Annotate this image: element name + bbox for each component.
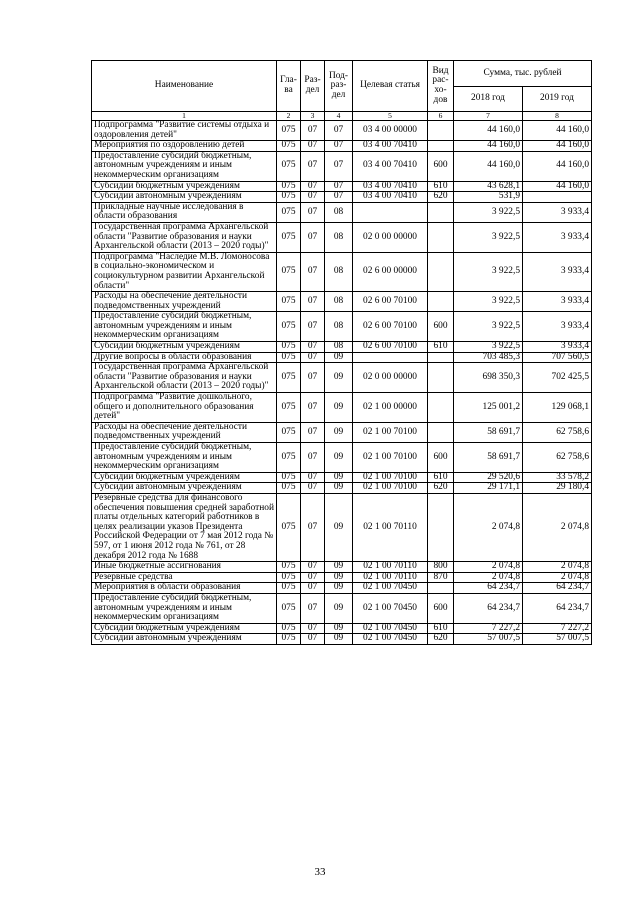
- header-year-2019: 2019 год: [523, 87, 592, 112]
- target-item-cell: 03 4 00 70410: [353, 181, 428, 192]
- expense-type-cell: [428, 141, 454, 152]
- column-number: 7: [454, 112, 523, 121]
- chapter-cell: 075: [277, 141, 301, 152]
- row-name-cell: Мероприятия по оздоровлению детей: [92, 141, 277, 152]
- page-number: 33: [314, 866, 326, 878]
- expense-type-cell: [428, 252, 454, 291]
- row-name-cell: Предоставление субсидий бюджетным, автономным учреждениям и иным некоммерческим организациям: [92, 312, 277, 342]
- subsection-cell: 08: [325, 312, 353, 342]
- section-cell: 07: [301, 352, 325, 363]
- target-item-cell: 03 4 00 70410: [353, 151, 428, 181]
- table-row: [92, 443, 592, 473]
- row-name-cell: Субсидии автономным учреждениям: [92, 483, 277, 494]
- subsection-cell: 07: [325, 121, 353, 141]
- chapter-cell: 075: [277, 252, 301, 291]
- table-row: [92, 342, 592, 353]
- amount-2018-cell: 58 691,7: [454, 443, 523, 473]
- amount-2018-cell: 2 074,8: [454, 493, 523, 561]
- target-item-cell: [353, 202, 428, 222]
- chapter-cell: 075: [277, 192, 301, 203]
- expense-type-cell: [428, 352, 454, 363]
- expense-type-cell: 610: [428, 181, 454, 192]
- amount-2019-cell: 702 425,5: [523, 363, 592, 393]
- amount-2019-cell: 3 933,4: [523, 222, 592, 252]
- amount-2018-cell: 3 922,5: [454, 312, 523, 342]
- expense-type-cell: 870: [428, 572, 454, 583]
- subsection-cell: 07: [325, 181, 353, 192]
- header-chapter: Гла-ва: [277, 61, 301, 112]
- amount-2018-cell: 58 691,7: [454, 422, 523, 442]
- table-row: [92, 202, 592, 222]
- table-row: [92, 583, 592, 594]
- subsection-cell: 09: [325, 493, 353, 561]
- amount-2018-cell: 43 628,1: [454, 181, 523, 192]
- chapter-cell: 075: [277, 583, 301, 594]
- target-item-cell: 02 6 00 70100: [353, 342, 428, 353]
- chapter-cell: 075: [277, 443, 301, 473]
- table-row: [92, 634, 592, 645]
- row-name-cell: Государственная программа Архангельской области "Развитие образования и науки Архангельской области (2013 – 2020 годы)": [92, 363, 277, 393]
- row-name-cell: Подпрограмма "Наследие М.В. Ломоносова в социально-экономическом и социокультурном развитии Архангельской области": [92, 252, 277, 291]
- row-name-cell: Подпрограмма "Развитие дошкольного, общего и дополнительного образования детей": [92, 393, 277, 423]
- amount-2018-cell: 44 160,0: [454, 141, 523, 152]
- expense-type-cell: [428, 583, 454, 594]
- amount-2019-cell: 2 074,8: [523, 493, 592, 561]
- section-cell: 07: [301, 422, 325, 442]
- subsection-cell: 09: [325, 422, 353, 442]
- section-cell: 07: [301, 562, 325, 573]
- section-cell: 07: [301, 292, 325, 312]
- row-name-cell: Резервные средства: [92, 572, 277, 583]
- amount-2018-cell: 2 074,8: [454, 572, 523, 583]
- chapter-cell: 075: [277, 393, 301, 423]
- chapter-cell: 075: [277, 593, 301, 623]
- amount-2019-cell: 33 578,2: [523, 472, 592, 483]
- header-subsection: Под-раз-дел: [325, 61, 353, 112]
- table-row: [92, 141, 592, 152]
- expense-type-cell: [428, 363, 454, 393]
- expense-type-cell: 620: [428, 192, 454, 203]
- amount-2019-cell: 62 758,6: [523, 443, 592, 473]
- table-row: [92, 222, 592, 252]
- section-cell: 07: [301, 202, 325, 222]
- target-item-cell: 02 1 00 70110: [353, 572, 428, 583]
- section-cell: 07: [301, 252, 325, 291]
- target-item-cell: 02 1 00 70110: [353, 562, 428, 573]
- chapter-cell: 075: [277, 562, 301, 573]
- table-row: [92, 422, 592, 442]
- amount-2019-cell: 44 160,0: [523, 181, 592, 192]
- amount-2018-cell: 3 922,5: [454, 222, 523, 252]
- amount-2019-cell: 29 180,4: [523, 483, 592, 494]
- row-name-cell: Расходы на обеспечение деятельности подведомственных учреждений: [92, 292, 277, 312]
- subsection-cell: 07: [325, 141, 353, 152]
- row-name-cell: Предоставление субсидий бюджетным, автономным учреждениям и иным некоммерческим организациям: [92, 443, 277, 473]
- amount-2018-cell: 44 160,0: [454, 121, 523, 141]
- table-row: [92, 363, 592, 393]
- amount-2019-cell: 62 758,6: [523, 422, 592, 442]
- section-cell: 07: [301, 623, 325, 634]
- table-row: [92, 312, 592, 342]
- amount-2018-cell: 2 074,8: [454, 562, 523, 573]
- amount-2019-cell: 2 074,8: [523, 572, 592, 583]
- chapter-cell: 075: [277, 292, 301, 312]
- chapter-cell: 075: [277, 352, 301, 363]
- row-name-cell: Государственная программа Архангельской области "Развитие образования и науки Архангельской области (2013 – 2020 годы)": [92, 222, 277, 252]
- amount-2019-cell: 2 074,8: [523, 562, 592, 573]
- amount-2019-cell: 3 933,4: [523, 202, 592, 222]
- amount-2019-cell: 3 933,4: [523, 312, 592, 342]
- section-cell: 07: [301, 472, 325, 483]
- chapter-cell: 075: [277, 222, 301, 252]
- expense-type-cell: 620: [428, 634, 454, 645]
- chapter-cell: 075: [277, 493, 301, 561]
- subsection-cell: 08: [325, 222, 353, 252]
- amount-2019-cell: 44 160,0: [523, 121, 592, 141]
- section-cell: 07: [301, 312, 325, 342]
- amount-2019-cell: 64 234,7: [523, 583, 592, 594]
- header-section: Раз-дел: [301, 61, 325, 112]
- amount-2019-cell: 3 933,4: [523, 342, 592, 353]
- section-cell: 07: [301, 192, 325, 203]
- section-cell: 07: [301, 572, 325, 583]
- row-name-cell: Субсидии бюджетным учреждениям: [92, 623, 277, 634]
- expense-type-cell: 800: [428, 562, 454, 573]
- target-item-cell: 02 6 00 00000: [353, 252, 428, 291]
- amount-2018-cell: 698 350,3: [454, 363, 523, 393]
- section-cell: 07: [301, 181, 325, 192]
- target-item-cell: 02 1 00 70100: [353, 483, 428, 494]
- section-cell: 07: [301, 443, 325, 473]
- chapter-cell: 075: [277, 342, 301, 353]
- amount-2018-cell: 125 001,2: [454, 393, 523, 423]
- section-cell: 07: [301, 222, 325, 252]
- amount-2019-cell: 7 227,2: [523, 623, 592, 634]
- subsection-cell: 08: [325, 202, 353, 222]
- chapter-cell: 075: [277, 312, 301, 342]
- column-number: 4: [325, 112, 353, 121]
- header-expense-type: Вид рас-хо-дов: [428, 61, 454, 112]
- amount-2019-cell: 57 007,5: [523, 634, 592, 645]
- amount-2018-cell: 3 922,5: [454, 342, 523, 353]
- amount-2018-cell: 29 171,1: [454, 483, 523, 494]
- subsection-cell: 09: [325, 483, 353, 494]
- row-name-cell: Субсидии автономным учреждениям: [92, 192, 277, 203]
- row-name-cell: Иные бюджетные ассигнования: [92, 562, 277, 573]
- subsection-cell: 09: [325, 634, 353, 645]
- expense-type-cell: [428, 493, 454, 561]
- section-cell: 07: [301, 121, 325, 141]
- row-name-cell: Резервные средства для финансового обеспечения повышения средней заработной платы отдельных категорий работников в целях реализации указов Президента Российской Федерации от 7 мая 2012 года № 597, от 1 июня 2012 года № 761, от 28 декабря 2012 года № 1688: [92, 493, 277, 561]
- subsection-cell: 09: [325, 562, 353, 573]
- expense-type-cell: 610: [428, 623, 454, 634]
- budget-table: [91, 60, 592, 645]
- subsection-cell: 09: [325, 443, 353, 473]
- target-item-cell: 03 4 00 00000: [353, 121, 428, 141]
- amount-2019-cell: 707 560,5: [523, 352, 592, 363]
- target-item-cell: 02 1 00 70110: [353, 493, 428, 561]
- row-name-cell: Субсидии бюджетным учреждениям: [92, 472, 277, 483]
- expense-type-cell: 610: [428, 472, 454, 483]
- expense-type-cell: [428, 393, 454, 423]
- section-cell: 07: [301, 151, 325, 181]
- section-cell: 07: [301, 363, 325, 393]
- chapter-cell: 075: [277, 572, 301, 583]
- column-number: 8: [523, 112, 592, 121]
- row-name-cell: Прикладные научные исследования в области образования: [92, 202, 277, 222]
- table-row: [92, 192, 592, 203]
- section-cell: 07: [301, 583, 325, 594]
- table-row: [92, 292, 592, 312]
- subsection-cell: 09: [325, 623, 353, 634]
- subsection-cell: 07: [325, 151, 353, 181]
- section-cell: 07: [301, 342, 325, 353]
- subsection-cell: 09: [325, 572, 353, 583]
- table-row: [92, 121, 592, 141]
- chapter-cell: 075: [277, 121, 301, 141]
- amount-2018-cell: 57 007,5: [454, 634, 523, 645]
- row-name-cell: Мероприятия в области образования: [92, 583, 277, 594]
- amount-2018-cell: 44 160,0: [454, 151, 523, 181]
- chapter-cell: 075: [277, 422, 301, 442]
- section-cell: 07: [301, 493, 325, 561]
- target-item-cell: 02 0 00 00000: [353, 363, 428, 393]
- expense-type-cell: 620: [428, 483, 454, 494]
- expense-type-cell: [428, 202, 454, 222]
- column-number: 2: [277, 112, 301, 121]
- chapter-cell: 075: [277, 623, 301, 634]
- chapter-cell: 075: [277, 483, 301, 494]
- target-item-cell: 02 1 00 70100: [353, 422, 428, 442]
- subsection-cell: 09: [325, 393, 353, 423]
- amount-2018-cell: 3 922,5: [454, 202, 523, 222]
- row-name-cell: Расходы на обеспечение деятельности подведомственных учреждений: [92, 422, 277, 442]
- expense-type-cell: 600: [428, 312, 454, 342]
- section-cell: 07: [301, 393, 325, 423]
- target-item-cell: 03 4 00 70410: [353, 192, 428, 203]
- target-item-cell: 03 4 00 70410: [353, 141, 428, 152]
- amount-2019-cell: [523, 192, 592, 203]
- amount-2018-cell: 3 922,5: [454, 252, 523, 291]
- target-item-cell: 02 1 00 70450: [353, 593, 428, 623]
- target-item-cell: [353, 352, 428, 363]
- expense-type-cell: 610: [428, 342, 454, 353]
- target-item-cell: 02 1 00 70100: [353, 472, 428, 483]
- row-name-cell: Субсидии автономным учреждениям: [92, 634, 277, 645]
- section-cell: 07: [301, 141, 325, 152]
- expense-type-cell: [428, 422, 454, 442]
- target-item-cell: 02 0 00 00000: [353, 222, 428, 252]
- section-cell: 07: [301, 483, 325, 494]
- header-sum: Сумма, тыс. рублей: [454, 61, 592, 87]
- subsection-cell: 09: [325, 363, 353, 393]
- amount-2018-cell: 703 485,3: [454, 352, 523, 363]
- table-body: [92, 121, 592, 645]
- target-item-cell: 02 6 00 70100: [353, 292, 428, 312]
- expense-type-cell: [428, 292, 454, 312]
- expense-type-cell: 600: [428, 593, 454, 623]
- header-name: Наименование: [92, 61, 277, 112]
- chapter-cell: 075: [277, 472, 301, 483]
- target-item-cell: 02 1 00 70450: [353, 583, 428, 594]
- expense-type-cell: 600: [428, 151, 454, 181]
- amount-2019-cell: 44 160,0: [523, 151, 592, 181]
- chapter-cell: 075: [277, 363, 301, 393]
- table-row: [92, 151, 592, 181]
- row-name-cell: Предоставление субсидий бюджетным, автономным учреждениям и иным некоммерческим организациям: [92, 593, 277, 623]
- chapter-cell: 075: [277, 151, 301, 181]
- target-item-cell: 02 1 00 70450: [353, 634, 428, 645]
- subsection-cell: 08: [325, 342, 353, 353]
- chapter-cell: 075: [277, 202, 301, 222]
- subsection-cell: 09: [325, 352, 353, 363]
- amount-2019-cell: 44 160,0: [523, 141, 592, 152]
- column-number: 1: [92, 112, 277, 121]
- table-row: [92, 493, 592, 561]
- target-item-cell: 02 6 00 70100: [353, 312, 428, 342]
- table-row: [92, 483, 592, 494]
- amount-2019-cell: 129 068,1: [523, 393, 592, 423]
- row-name-cell: Субсидии бюджетным учреждениям: [92, 181, 277, 192]
- section-cell: 07: [301, 634, 325, 645]
- section-cell: 07: [301, 593, 325, 623]
- header-target-item: Целевая статья: [353, 61, 428, 112]
- amount-2018-cell: 64 234,7: [454, 593, 523, 623]
- target-item-cell: 02 1 00 70100: [353, 443, 428, 473]
- subsection-cell: 08: [325, 292, 353, 312]
- subsection-cell: 08: [325, 252, 353, 291]
- row-name-cell: Другие вопросы в области образования: [92, 352, 277, 363]
- amount-2018-cell: 531,9: [454, 192, 523, 203]
- expense-type-cell: 600: [428, 443, 454, 473]
- column-number: 3: [301, 112, 325, 121]
- column-number: 6: [428, 112, 454, 121]
- column-number: 5: [353, 112, 428, 121]
- amount-2018-cell: 64 234,7: [454, 583, 523, 594]
- table-row: [92, 252, 592, 291]
- row-name-cell: Подпрограмма "Развитие системы отдыха и оздоровления детей": [92, 121, 277, 141]
- row-name-cell: Субсидии бюджетным учреждениям: [92, 342, 277, 353]
- subsection-cell: 07: [325, 192, 353, 203]
- expense-type-cell: [428, 222, 454, 252]
- amount-2019-cell: 3 933,4: [523, 292, 592, 312]
- subsection-cell: 09: [325, 593, 353, 623]
- table-row: [92, 593, 592, 623]
- subsection-cell: 09: [325, 583, 353, 594]
- row-name-cell: Предоставление субсидий бюджетным, автономным учреждениям и иным некоммерческим организациям: [92, 151, 277, 181]
- target-item-cell: 02 1 00 00000: [353, 393, 428, 423]
- expense-type-cell: [428, 121, 454, 141]
- amount-2018-cell: 7 227,2: [454, 623, 523, 634]
- target-item-cell: 02 1 00 70450: [353, 623, 428, 634]
- header-year-2018: 2018 год: [454, 87, 523, 112]
- chapter-cell: 075: [277, 181, 301, 192]
- table-row: [92, 562, 592, 573]
- amount-2018-cell: 3 922,5: [454, 292, 523, 312]
- subsection-cell: 09: [325, 472, 353, 483]
- chapter-cell: 075: [277, 634, 301, 645]
- amount-2019-cell: 3 933,4: [523, 252, 592, 291]
- table-row: [92, 393, 592, 423]
- amount-2018-cell: 29 520,6: [454, 472, 523, 483]
- amount-2019-cell: 64 234,7: [523, 593, 592, 623]
